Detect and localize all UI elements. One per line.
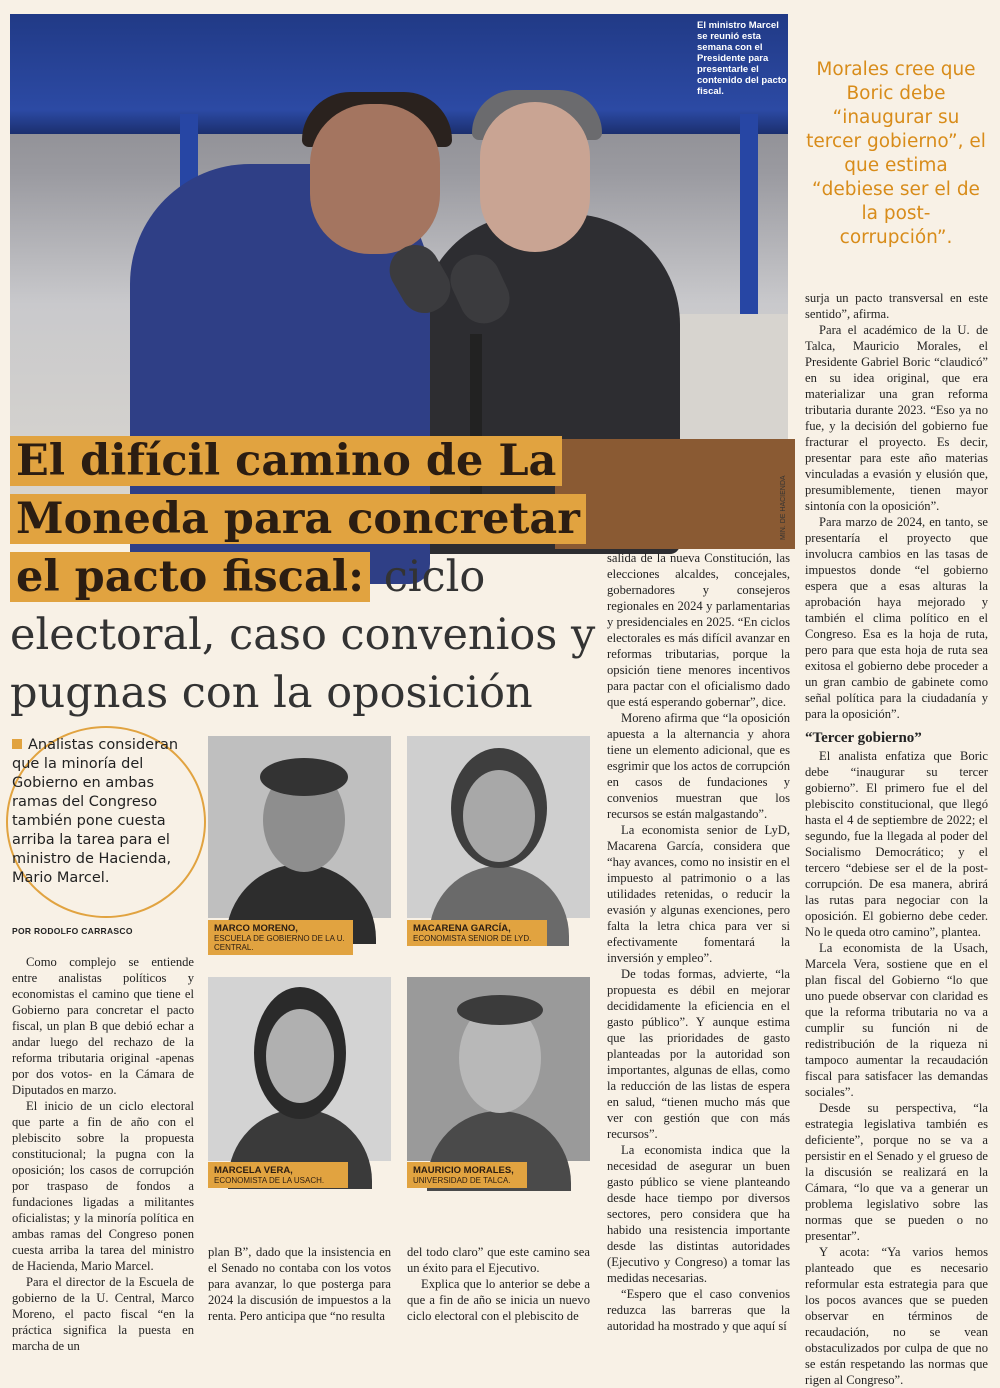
paragraph: surja un pacto transversal en este sentido”, afirma. bbox=[805, 291, 988, 321]
portrait-caption bbox=[208, 920, 353, 955]
portrait-mauricio-morales bbox=[407, 977, 590, 1161]
portrait-marcela-vera bbox=[208, 977, 391, 1161]
portrait-name: MARCO MORENO, bbox=[214, 923, 298, 934]
article-column-4 bbox=[607, 550, 790, 1334]
headline-rest: ciclo electoral, caso convenios y pugnas con la oposición bbox=[10, 552, 596, 718]
portrait-macarena-garcia bbox=[407, 736, 590, 918]
portrait-role: ESCUELA DE GOBIERNO DE LA U. CENTRAL. bbox=[214, 934, 345, 952]
lead-summary bbox=[12, 736, 202, 888]
portrait-marco-moreno bbox=[208, 736, 391, 918]
pull-quote: Morales cree que Boric debe “inaugurar su tercer gobierno”, el que estima “debiese ser el de la post-corrupción”. bbox=[806, 59, 986, 248]
photo-caption: El ministro Marcel se reunió esta semana con el Presidente para presentarle el contenido del pacto fiscal. bbox=[697, 20, 787, 97]
headline-highlight: El difícil camino de La Moneda para concretar el pacto fiscal: bbox=[10, 436, 586, 602]
portrait-caption bbox=[407, 920, 547, 946]
paragraph: La economista indica que la necesidad de asegurar un buen gasto público se viene planteando desde hace tiempo por diversos sectores, pero considera que ha habido una resistencia importante desde las distintas autoridades (Ejecutivo y Congreso) a tomar las medidas necesarias. bbox=[607, 1143, 790, 1285]
headline bbox=[10, 432, 610, 722]
byline: POR RODOLFO CARRASCO bbox=[12, 926, 133, 936]
paragraph: Para el académico de la U. de Talca, Mauricio Morales, el Presidente Gabriel Boric “claudicó” en su idea original, que era materializar una gran reforma tributaria durante 2023. “Eso ya no fue, y la decisión del gobierno fue fracturar el proyecto. Es decir, presentar para este año materias vinculadas a evasión y elusión que, presumiblemente, tienen mayor sintonía con la oposición”. bbox=[805, 323, 988, 513]
portrait-name: MARCELA VERA, bbox=[214, 1165, 293, 1176]
subheading: “Tercer gobierno” bbox=[805, 730, 922, 746]
article-column-1 bbox=[12, 954, 194, 1354]
paragraph: Moreno afirma que “la oposición apuesta a la alternancia y ahora tiene un elemento adicional, que es esgrimir que los actos de corrupción en casos de fundaciones y convenios muestran que los recursos se están malgastando”. bbox=[607, 711, 790, 821]
paragraph: del todo claro” que este camino sea un éxito para el Ejecutivo. bbox=[407, 1245, 590, 1275]
portrait-name: MAURICIO MORALES, bbox=[413, 1165, 514, 1176]
paragraph: plan B”, dado que la insistencia en el Senado no contaba con los votos para avanzar, lo que posterga para 2024 la discusión de impuestos a la renta. Pero anticipa que “no resulta bbox=[208, 1245, 391, 1323]
paragraph: salida de la nueva Constitución, las elecciones alcaldes, concejales, gobernadores y consejeros regionales en 2024 y parlamentarias y presidenciales en 2025. “En ciclos electorales es más difícil avanzar en reformas tributarias, porque la opsición tiene menores incentivos para pactar con el oficialismo dado que está esperando gobernar”, dice. bbox=[607, 551, 790, 709]
portrait-name: MACARENA GARCÍA, bbox=[413, 923, 511, 934]
paragraph: El analista enfatiza que Boric debe “inaugurar su tercer gobierno”. El primero fue el del plebiscito constitucional, que llegó hasta el 4 de septiembre de 2022; el segundo, fue la llegada al poder del Socialismo Democrático; y el tercero “debiese ser el de la post-corrupción. De esa manera, abrirá las rutas para negociar con la oposición. El gobierno debe ceder. No le queda otro camino”, plantea. bbox=[805, 749, 988, 939]
paragraph: Para marzo de 2024, en tanto, se presentaría el proyecto que involucra cambios en las tasas de impuestos donde “el gobierno espera que a esas alturas la aprobación haya mejorado y también el clima político en el Congreso. Esa es la hoja de ruta, pero para que esta hoja de ruta sea exitosa el gobierno debe proceder a un gran cambio de gabinete como señal política para la ciudadanía y para la oposición”. bbox=[805, 515, 988, 721]
portrait-role: UNIVERSIDAD DE TALCA. bbox=[413, 1176, 511, 1185]
minister-head bbox=[480, 102, 590, 252]
article-column-5 bbox=[805, 290, 988, 1388]
photo-credit: MIN. DE HACIENDA bbox=[780, 475, 787, 540]
portrait-role: ECONOMISTA DE LA USACH. bbox=[214, 1176, 325, 1185]
lead-text: Analistas consideran que la minoría del Gobierno en ambas ramas del Congreso también pone cuesta arriba la tarea para el ministro de Hacienda, Mario Marcel. bbox=[12, 737, 179, 886]
portrait-caption bbox=[407, 1162, 527, 1188]
paragraph: Para el director de la Escuela de gobierno de la U. Central, Marco Moreno, el pacto fiscal “en la práctica significa la puesta en marcha de un bbox=[12, 1275, 194, 1353]
paragraph: Desde su perspectiva, “la estrategia legislativa también es deficiente”, porque no se va a persistir en el Senado y el grueso de la discusión se realizará en la Cámara, “lo que va a generar un problema legislativo sobre las normas que se pueden o no presentar”. bbox=[805, 1101, 988, 1243]
article-column-3 bbox=[407, 1244, 590, 1324]
portrait-role: ECONOMISTA SENIOR DE LYD. bbox=[413, 934, 532, 943]
paragraph: De todas formas, advierte, “la propuesta es débil en mejorar decididamente la eficiencia en el gasto público”. Y aunque estima que las prioridades de gasto planteadas por la autoridad son importantes, algunas de ellas, como la reducción de las listas de espera en salud, “tienen mucho más que ver con gestión que con más recursos”. bbox=[607, 967, 790, 1141]
bullet-square-icon bbox=[12, 739, 22, 749]
article-column-2 bbox=[208, 1244, 391, 1324]
paragraph: La economista de la Usach, Marcela Vera, sostiene que en el plan fiscal del Gobierno “lo que uno puede observar con claridad es que la reforma tributaria no va a cumplir su función ni de redistribución de la riqueza ni tampoco aumentar la recaudación fiscal para satisfacer las demandas sociales”. bbox=[805, 941, 988, 1099]
paragraph: “Espero que el caso convenios reduzca las barreras que la autoridad ha mostrado y que aquí sí bbox=[607, 1287, 790, 1333]
paragraph: Explica que lo anterior se debe a que a fin de año se inicia un nuevo ciclo electoral con el plebiscito de bbox=[407, 1277, 590, 1323]
paragraph: Y acota: “Ya varios hemos planteado que es necesario reformular esta estrategia para que los pocos avances que se pueden observar en términos de recaudación, no se vean obstaculizados por culpa de que no se están respetando las normas que rigen al Congreso”. bbox=[805, 1245, 988, 1387]
paragraph: Como complejo se entiende entre analistas políticos y economistas el camino que tiene el Gobierno para concretar el pacto fiscal, un plan B que debió echar a andar luego del rechazo de la reforma tributaria original -apenas por dos votos- en la Cámara de Diputados en marzo. bbox=[12, 955, 194, 1097]
paragraph: El inicio de un ciclo electoral que parte a fin de año con el plebiscito sobre la propuesta constitucional; la pugna con la oposición; los casos de corrupción por traspaso de fondos a fundaciones ligadas a militantes oficialistas; y la minoría política en ambas ramas del Congreso ponen cuesta arriba la tarea del ministro de Hacienda, Mario Marcel. bbox=[12, 1099, 194, 1273]
paragraph: La economista senior de LyD, Macarena García, considera que “hay avances, como no insistir en el impuesto al patrimonio o a las utilidades retenidas, o reducir la evasión y algunas exenciones, pero falta la letra chica para ver si efectivamente fomentará la inversión y empleo”. bbox=[607, 823, 790, 965]
president-head bbox=[310, 104, 440, 254]
portrait-caption bbox=[208, 1162, 348, 1188]
